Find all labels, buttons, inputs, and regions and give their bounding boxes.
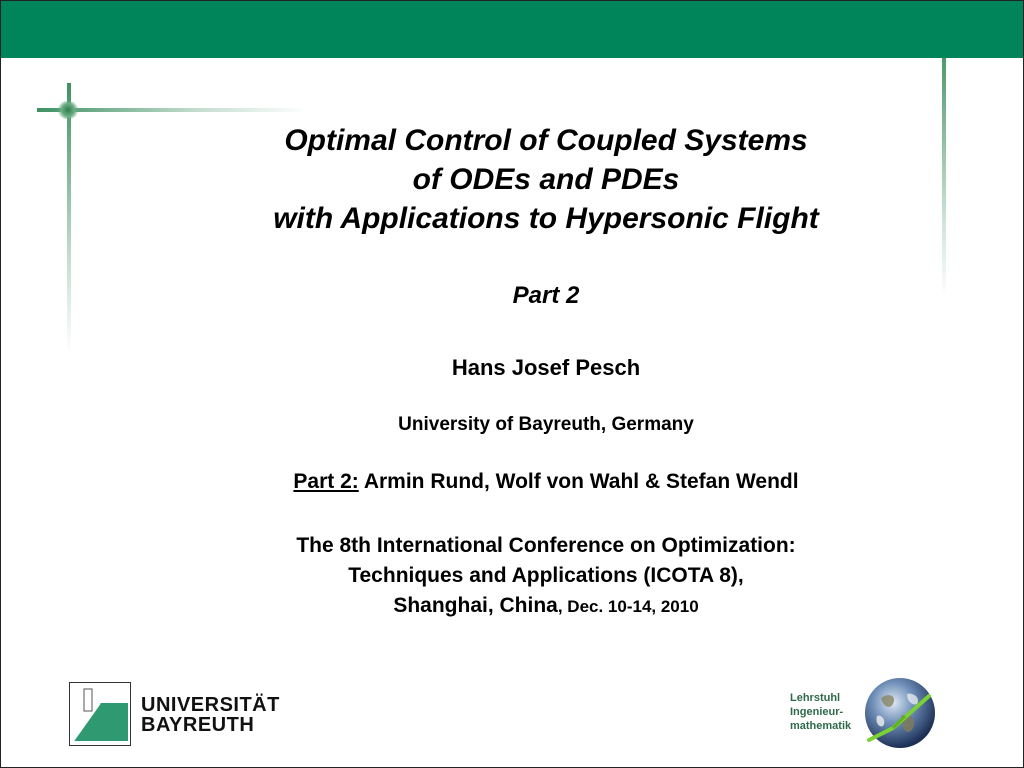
chair-name-line-2: Ingenieur- [790,706,844,718]
author-name: Hans Josef Pesch [451,355,641,380]
university-name-line-2: BAYREUTH [141,714,255,736]
conference-date: , Dec. 10-14, 2010 [557,597,699,616]
conference-line-3 [131,591,961,622]
title-line: of ODEs and PDEs [412,163,680,196]
conference-info [131,531,961,622]
decorative-vertical-line [67,83,71,353]
title-line: with Applications to Hypersonic Flight [273,202,819,235]
university-name-line-1: UNIVERSITÄT [141,694,280,716]
chair-name-line-1: Lehrstuhl [790,692,841,704]
chair-name-line-3: mathematik [790,720,852,732]
conference-line-1: The 8th International Conference on Optimization: [296,534,796,557]
globe-icon [863,676,937,750]
conference-line-2: Techniques and Applications (ICOTA 8), [348,564,744,587]
slide-title [131,121,961,238]
decorative-dot [57,101,79,119]
coauthors-label: Part 2: [293,470,359,493]
conference-location: Shanghai, China [393,594,558,617]
university-name [141,695,280,735]
top-green-bar [1,1,1024,58]
coauthors-line [131,470,961,494]
part-label: Part 2 [512,282,580,309]
chair-name [790,691,851,733]
university-bayreuth-logo-icon [69,682,131,746]
affiliation: University of Bayreuth, Germany [398,414,694,435]
title-line: Optimal Control of Coupled Systems [284,124,808,157]
coauthors-names: Armin Rund, Wolf von Wahl & Stefan Wendl [358,470,799,493]
